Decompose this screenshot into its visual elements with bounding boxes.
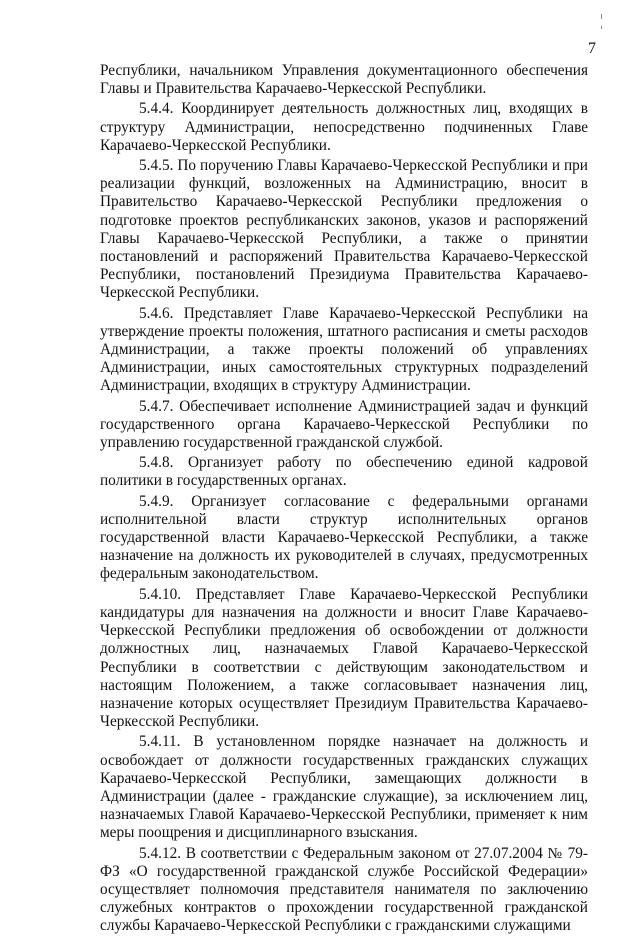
- paragraph: 5.4.4. Координирует деятельность должностных лиц, входящих в структуру Администрации, непосредственно подчиненных Главе Карачаево-Черкесской Республики.: [100, 100, 588, 154]
- paragraph: 5.4.12. В соответствии с Федеральным законом от 27.07.2004 № 79-ФЗ «О государственной гражданской службе Российской Федерации» осуществляет полномочия представителя нанимателя по заключению служебных контрактов о прохождении государственной гражданской службы Карачаево-Черкесской Республики с гражданскими служащими: [100, 844, 588, 935]
- scan-mark: [601, 14, 602, 19]
- scan-mark: [601, 26, 602, 29]
- paragraph: 5.4.6. Представляет Главе Карачаево-Черкесской Республики на утверждение проекты положения, штатного расписания и сметы расходов Администрации, а также проекты положений об управлениях Администрации, иных самостоятельных структурных подразделений Администрации, входящих в структуру Администрации.: [100, 304, 588, 395]
- document-body: [100, 62, 588, 938]
- paragraph: 5.4.9. Организует согласование с федеральными органами исполнительной власти структур исполнительных органов государственной власти Карачаево-Черкесской Республики, а также назначение на должность их руководителей в случаях, предусмотренных федеральным законодательством.: [100, 492, 588, 583]
- paragraph: 5.4.7. Обеспечивает исполнение Администрацией задач и функций государственного органа Карачаево-Черкесской Республики по управлению государственной гражданской службой.: [100, 397, 588, 452]
- paragraph: 5.4.5. По поручению Главы Карачаево-Черкесской Республики и при реализации функций, возложенных на Администрацию, вносит в Правительство Карачаево-Черкесской Республики предложения о подготовке проектов республиканских законов, указов и распоряжений Главы Карачаево-Черкесской Республики, а также о принятии постановлений и распоряжений Правительства Карачаево-Черкесской Республики, постановлений Президиума Правительства Карачаево-Черкесской Республики.: [100, 157, 588, 302]
- paragraph: 5.4.10. Представляет Главе Карачаево-Черкесской Республики кандидатуры для назначения на должности и вносит Главе Карачаево-Черкесской Республики предложения об освобождении от должности должностных лиц, назначаемых Главой Карачаево-Черкесской Республики в соответствии с действующим законодательством и настоящим Положением, а также согласовывает назначения лиц, назначение которых осуществляет Президиум Правительства Карачаево-Черкесской Республики.: [100, 585, 588, 731]
- paragraph: 5.4.11. В установленном порядке назначает на должность и освобождает от должности государственных гражданских служащих Карачаево-Черкесской Республики, замещающих должности в Администрации (далее - гражданские служащие), за исключением лиц, назначаемых Главой Карачаево-Черкесской Республики, применяет к ним меры поощрения и дисциплинарного взыскания.: [100, 733, 588, 842]
- paragraph: Республики, начальником Управления документационного обеспечения Главы и Правительства Карачаево-Черкесской Республики.: [100, 62, 588, 98]
- page-number: 7: [588, 40, 596, 57]
- paragraph: 5.4.8. Организует работу по обеспечению единой кадровой политики в государственных органах.: [100, 454, 588, 490]
